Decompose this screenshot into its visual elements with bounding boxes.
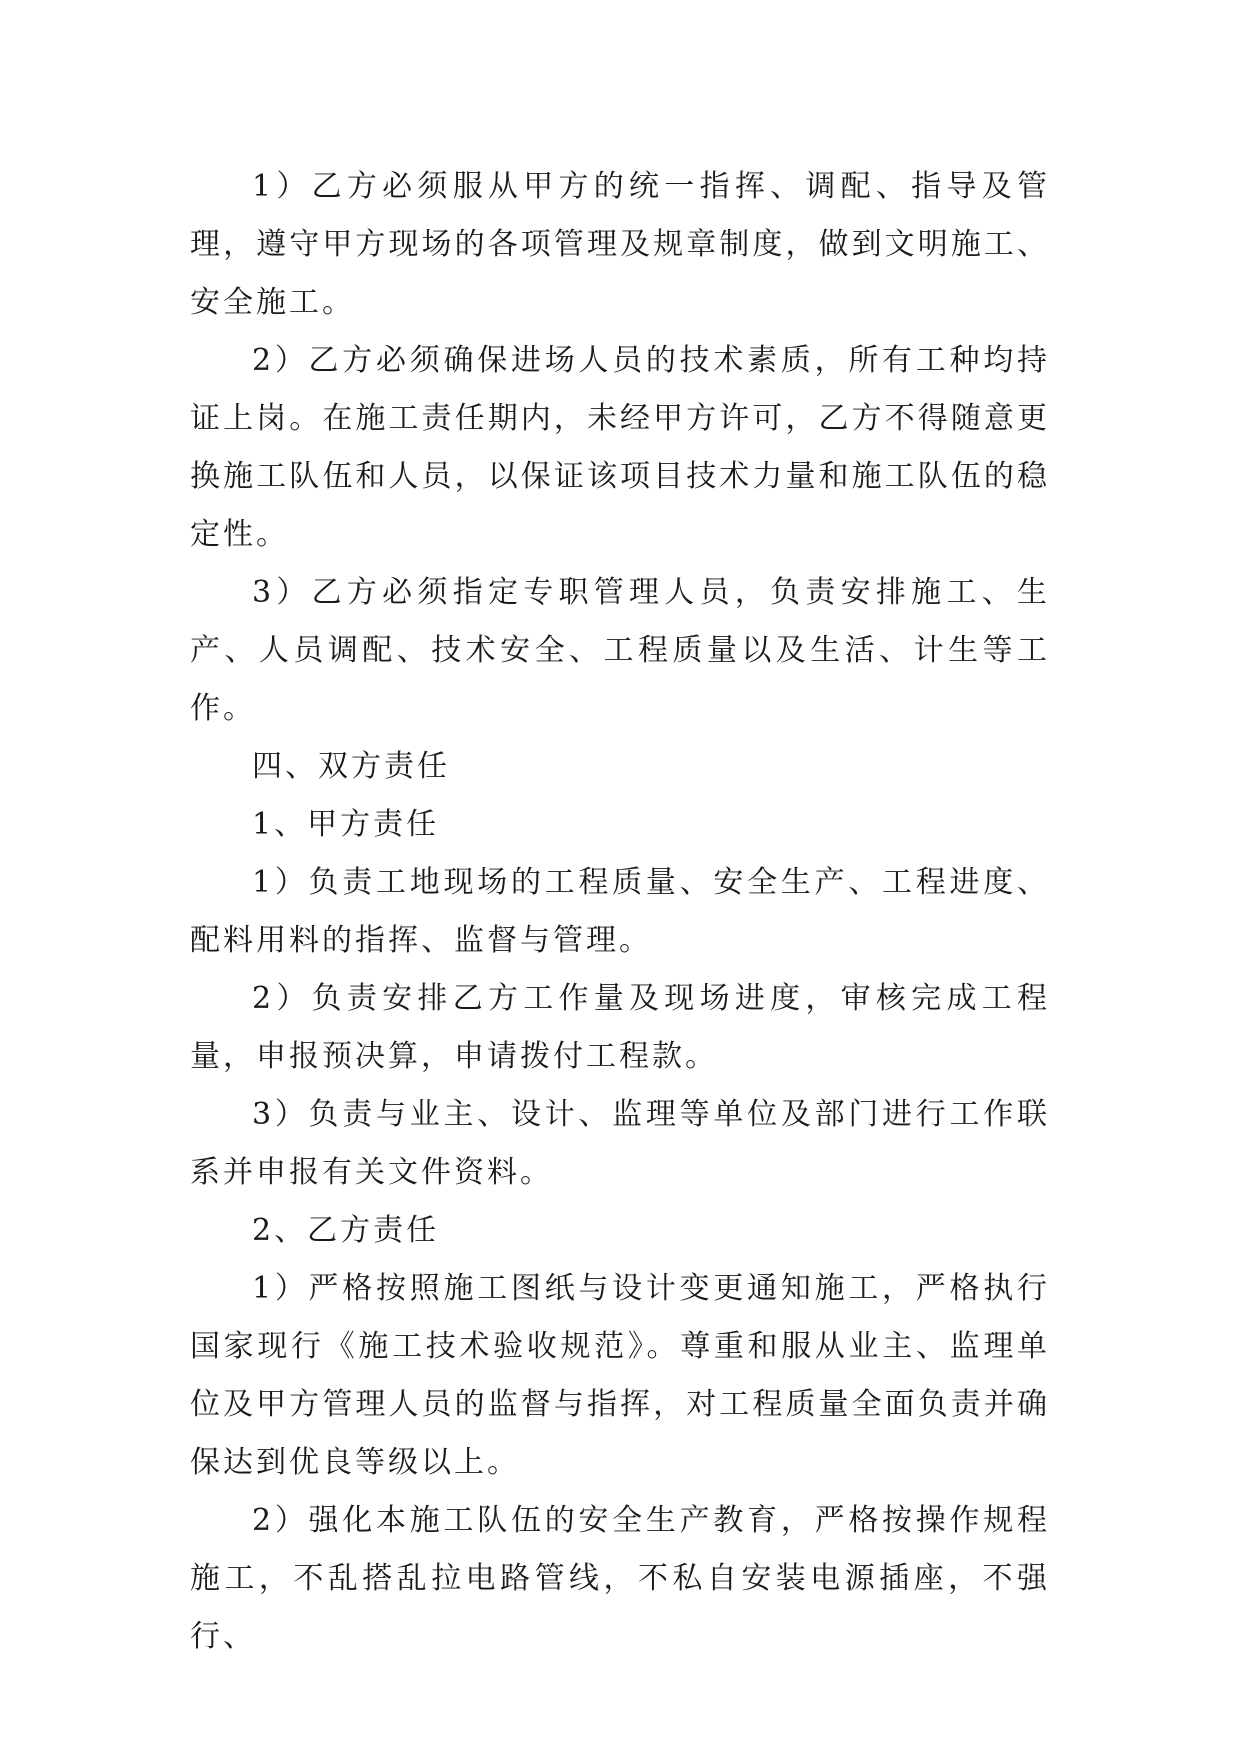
document-body xyxy=(190,158,1050,1666)
paragraph-yi-follow-drawings: 1）严格按照施工图纸与设计变更通知施工，严格执行国家现行《施工技术验收规范》。尊重和服从业主、监理单位及甲方管理人员的监督与指挥，对工程质量全面负责并确保达到优良等级以上。 xyxy=(190,1271,1050,1480)
paragraph-jia-workload-progress: 2）负责安排乙方工作量及现场进度，审核完成工程量，申报预决算，申请拨付工程款。 xyxy=(190,981,1050,1074)
paragraph-yi-personnel-quality: 2）乙方必须确保进场人员的技术素质，所有工种均持证上岗。在施工责任期内，未经甲方许可，乙方不得随意更换施工队伍和人员，以保证该项目技术力量和施工队伍的稳定性。 xyxy=(190,343,1050,552)
paragraph-yi-obey-management: 1）乙方必须服从甲方的统一指挥、调配、指导及管理，遵守甲方现场的各项管理及规章制度，做到文明施工、安全施工。 xyxy=(190,169,1050,320)
paragraph-jia-liaison: 3）负责与业主、设计、监理等单位及部门进行工作联系并申报有关文件资料。 xyxy=(190,1097,1050,1190)
section-heading-mutual-responsibilities: 四、双方责任 xyxy=(252,749,450,784)
subheading-party-b-responsibilities: 2、乙方责任 xyxy=(252,1213,440,1248)
paragraph-yi-designated-manager: 3）乙方必须指定专职管理人员，负责安排施工、生产、人员调配、技术安全、工程质量以及生活、计生等工作。 xyxy=(190,575,1050,726)
subheading-party-a-responsibilities: 1、甲方责任 xyxy=(252,807,440,842)
paragraph-yi-safety-education: 2）强化本施工队伍的安全生产教育，严格按操作规程施工，不乱搭乱拉电路管线，不私自安装电源插座，不强行、 xyxy=(190,1503,1050,1654)
paragraph-jia-site-management: 1）负责工地现场的工程质量、安全生产、工程进度、配料用料的指挥、监督与管理。 xyxy=(190,865,1050,958)
